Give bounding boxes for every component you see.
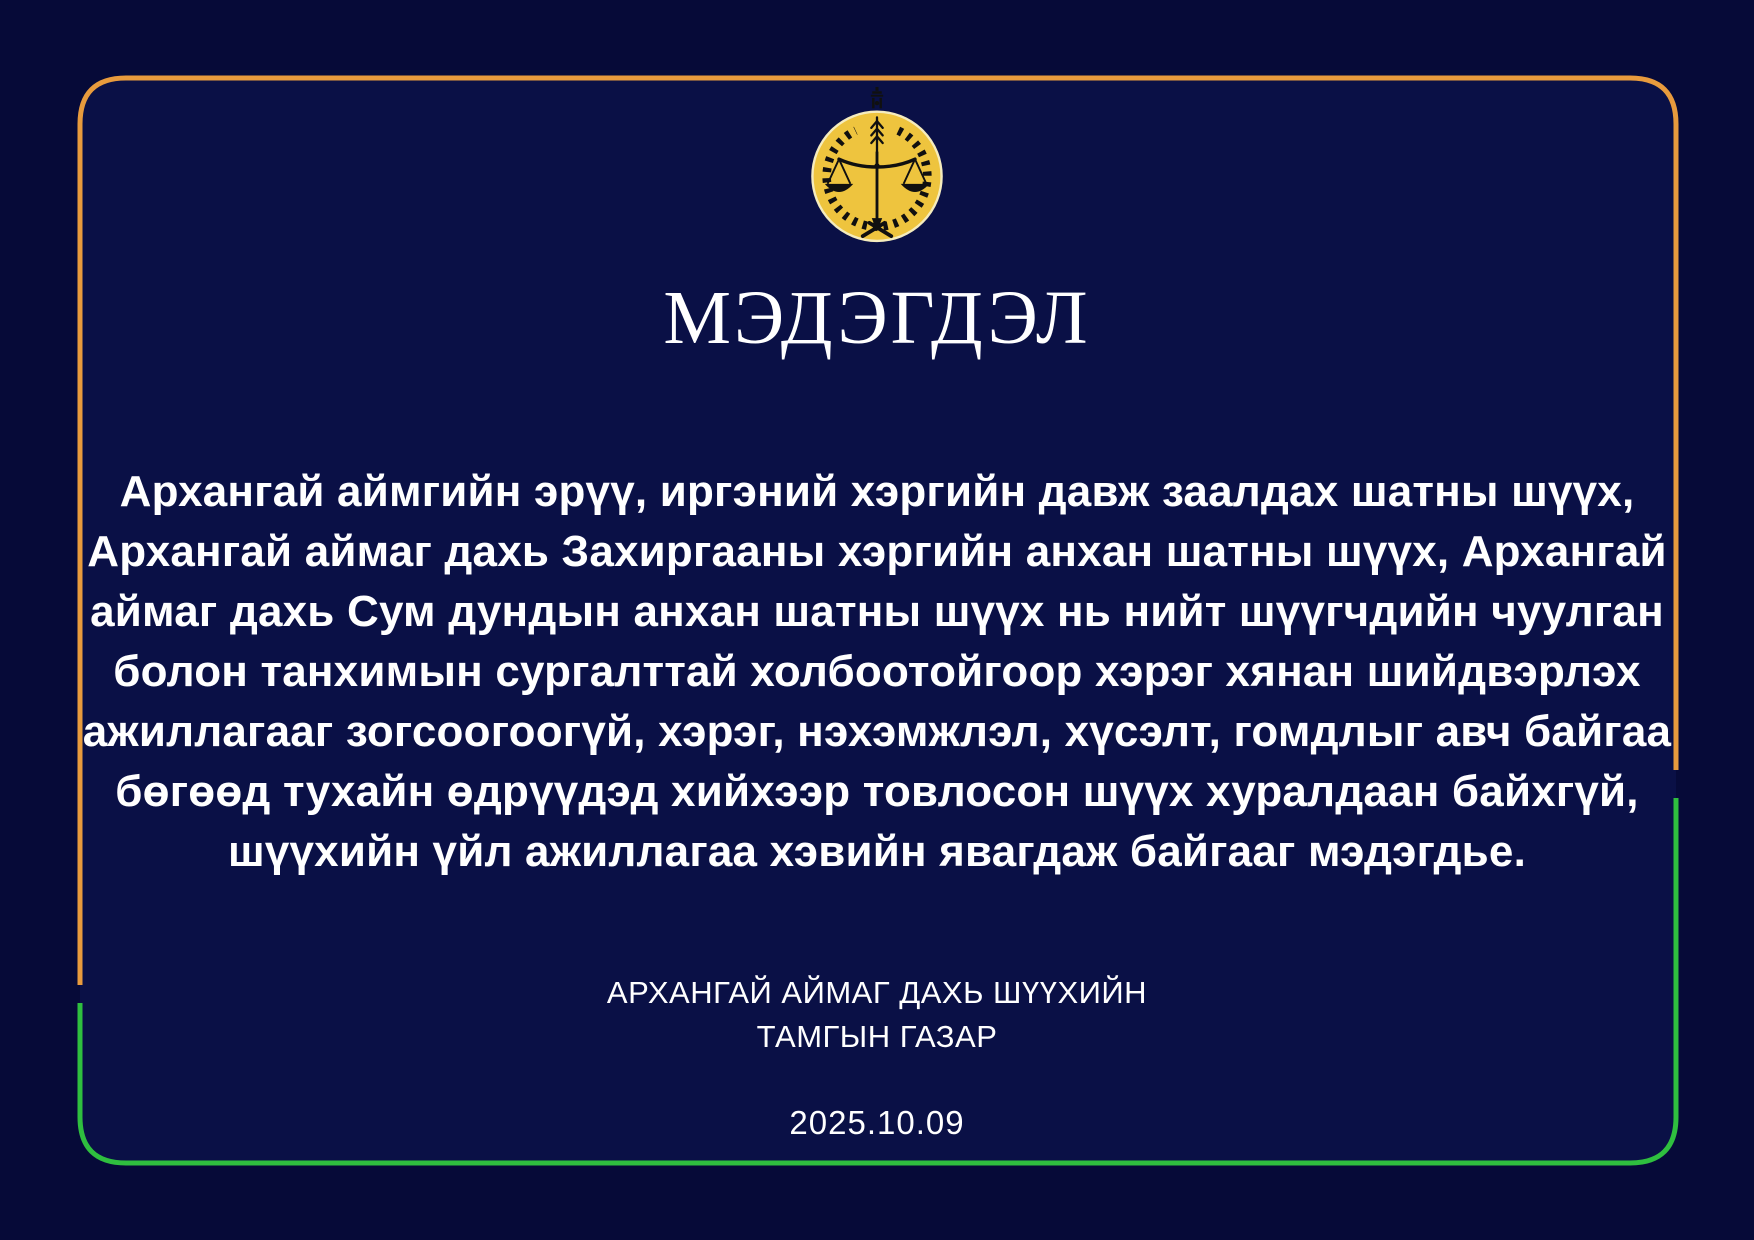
emblem-crest [871,87,883,108]
announcement-date: 2025.10.09 [789,1104,965,1141]
org-name-line: ТАМГЫН ГАЗАР [756,1019,998,1054]
body-line: шүүхийн үйл ажиллагаа хэвийн явагдаж байгааг мэдэгдье. [227,827,1527,876]
body-line: Архангай аймаг дахь Захиргааны хэргийн анхан шатны шүүх, Архангай [87,527,1667,576]
org-name-line: АРХАНГАЙ АЙМАГ ДАХЬ ШҮҮХИЙН [606,975,1148,1010]
announcement-body [0,462,1754,882]
body-line: аймаг дахь Сум дундын анхан шатны шүүх нь нийт шүүгчдийн чуулган [90,587,1664,636]
body-line: болон танхимын сургалттай холбоотойгоор хэрэг хянан шийдвэрлэх [113,647,1641,696]
body-line: ажиллагааг зогсоогоогүй, хэрэг, нэхэмжлэл, хүсэлт, гомдлыг авч байгаа [82,707,1672,756]
issuing-organization [0,971,1754,1059]
court-emblem-icon [801,86,953,258]
page-title: МЭДЭГДЭЛ [663,276,1091,360]
body-line: бөгөөд тухайн өдрүүдэд хийхээр товлосон шүүх хуралдаан байхгүй, [115,767,1639,816]
body-line: Архангай аймгийн эрүү, иргэний хэргийн давж заалдах шатны шүүх, [119,467,1635,516]
